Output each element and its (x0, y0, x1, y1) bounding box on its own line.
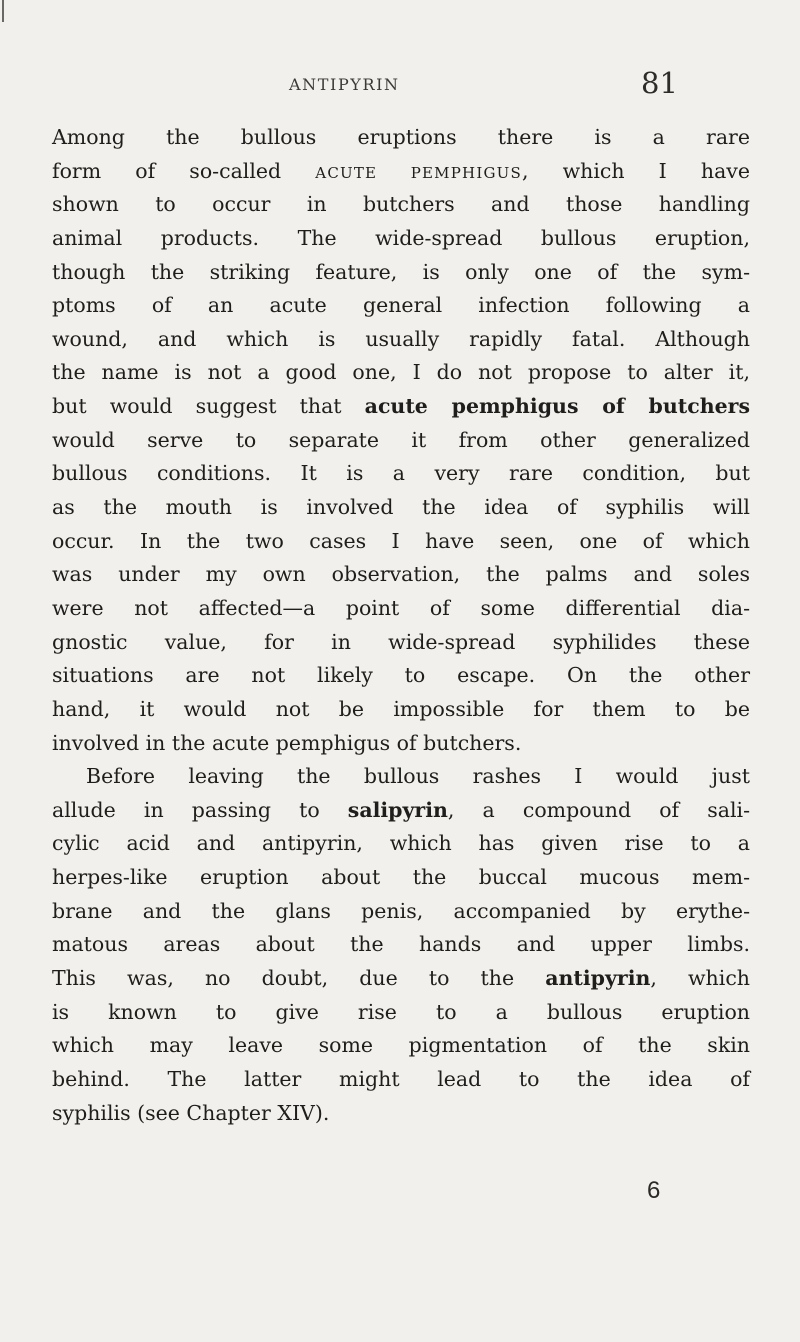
page-edge-line (2, 0, 4, 22)
text-line: wound, and which is usually rapidly fatal. Although (52, 326, 750, 351)
text-line: behind. The latter might lead to the idea of (52, 1066, 750, 1091)
text-line: gnostic value, for in wide-spread syphilides these (52, 629, 750, 654)
text-line (52, 962, 750, 996)
text-line: herpes-like eruption about the buccal mucous mem- (52, 865, 750, 890)
text-run: but would suggest that (52, 394, 365, 419)
text-line: the name is not a good one, I do not propose to alter it, (52, 360, 750, 385)
text-line: shown to occur in butchers and those handling (52, 192, 750, 217)
text-line: involved in the acute pemphigus of butchers. (52, 730, 522, 755)
text-line: cylic acid and antipyrin, which has given rise to a (52, 831, 750, 856)
text-line: Among the bullous eruptions there is a rare (52, 125, 750, 149)
text-line: Before leaving the bullous rashes I would just (86, 764, 750, 789)
body-text (52, 121, 750, 1130)
text-line: were not affected—a point of some differential dia- (52, 595, 750, 620)
text-line: hand, it would not be impossible for them to be (52, 696, 750, 721)
text-line: occur. In the two cases I have seen, one of which (52, 528, 750, 553)
text-line (52, 155, 750, 189)
text-line (52, 390, 750, 424)
text-run: , a compound of sali- (447, 797, 750, 822)
text-run: allude in passing to (52, 797, 348, 822)
text-line: bullous conditions. It is a very rare condition, but (52, 461, 750, 486)
text-line (52, 794, 750, 828)
bold-term: acute pemphigus of butchers (364, 394, 750, 419)
text-line: ptoms of an acute general infection following a (52, 293, 750, 318)
page-number: 81 (641, 66, 678, 100)
text-line: was under my own observation, the palms and soles (52, 562, 750, 587)
running-head: ANTIPYRIN (289, 75, 400, 94)
text-line: as the mouth is involved the idea of syphilis will (52, 495, 750, 520)
bold-term: antipyrin (545, 966, 651, 991)
text-line: would serve to separate it from other generalized (52, 427, 750, 452)
text-line: animal products. The wide-spread bullous eruption, (52, 225, 750, 250)
small-caps-term: ACUTE PEMPHIGUS (315, 163, 522, 182)
text-run: , which I have (521, 158, 751, 183)
signature-mark: 6 (647, 1177, 661, 1204)
text-line: which may leave some pigmentation of the skin (52, 1033, 750, 1058)
text-line: brane and the glans penis, accompanied by erythe- (52, 898, 750, 923)
bold-term: salipyrin (347, 797, 448, 822)
text-line: matous areas about the hands and upper limbs. (52, 932, 750, 957)
text-run: , which (650, 966, 751, 991)
text-run: form of so-called (52, 158, 316, 183)
text-line: syphilis (see Chapter XIV). (52, 1100, 330, 1125)
text-line: though the striking feature, is only one of the sym- (52, 259, 750, 284)
text-line: situations are not likely to escape. On the other (52, 663, 750, 688)
text-run: This was, no doubt, due to the (52, 966, 546, 991)
text-line: is known to give rise to a bullous eruption (52, 999, 750, 1024)
